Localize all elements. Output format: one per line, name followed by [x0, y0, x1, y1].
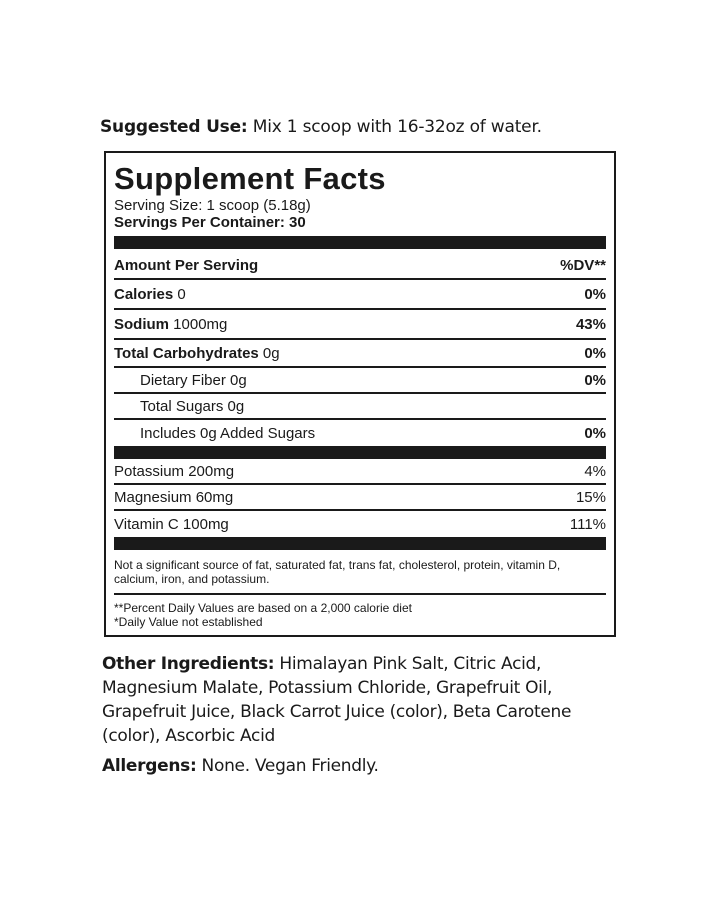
allergens	[102, 756, 379, 776]
mineral-dv: 111%	[569, 515, 606, 533]
nutrient-dv: 0%	[584, 371, 606, 389]
allergens-text: None. Vegan Friendly.	[196, 756, 379, 776]
nutrient-amount: 0g	[258, 344, 280, 362]
amount-header-row	[114, 249, 606, 280]
supplement-facts-panel	[104, 151, 616, 637]
thick-divider	[114, 446, 606, 459]
nutrient-row-carbohydrates	[114, 340, 606, 368]
suggested-use-text: Mix 1 scoop with 16-32oz of water.	[247, 117, 542, 137]
nutrient-row-sugars	[114, 394, 606, 420]
nutrient-amount: 1000mg	[169, 315, 228, 333]
nutrient-name: Total Carbohydrates	[114, 344, 259, 362]
mineral-row-vitamin-c	[114, 511, 606, 537]
nutrient-row-added-sugars	[114, 420, 606, 446]
mineral-row-magnesium	[114, 485, 606, 511]
nutrient-name: Calories	[114, 285, 174, 303]
mineral-name: Potassium 200mg	[114, 462, 235, 480]
nutrient-dv: 43%	[575, 315, 606, 333]
facts-title: Supplement Facts	[114, 161, 386, 196]
suggested-use-label: Suggested Use:	[100, 117, 248, 137]
dv-not-established-footnote: *Daily Value not established	[114, 615, 263, 629]
allergens-label: Allergens:	[102, 756, 197, 776]
servings-per-container: Servings Per Container: 30	[114, 214, 306, 231]
suggested-use	[100, 117, 542, 137]
nutrient-dv: 0%	[584, 285, 606, 303]
thick-divider	[114, 236, 606, 249]
nutrient-row-fiber	[114, 368, 606, 394]
serving-size: Serving Size: 1 scoop (5.18g)	[114, 197, 311, 214]
dv-footnote: **Percent Daily Values are based on a 2,000 calorie diet	[114, 601, 412, 615]
nutrient-row-sodium	[114, 310, 606, 340]
dv-header-label: %DV**	[560, 257, 606, 274]
mineral-name: Magnesium 60mg	[114, 488, 234, 506]
amount-per-serving-label: Amount Per Serving	[114, 257, 259, 274]
mineral-row-potassium	[114, 459, 606, 485]
nutrient-name: Dietary Fiber 0g	[140, 371, 247, 389]
nutrient-name: Includes 0g Added Sugars	[140, 424, 316, 442]
other-ingredients	[102, 652, 602, 748]
other-ingredients-label: Other Ingredients:	[102, 654, 275, 674]
thick-divider	[114, 537, 606, 550]
nutrient-dv: 0%	[584, 424, 606, 442]
nutrient-name: Sodium	[114, 315, 169, 333]
nutrient-dv: 0%	[584, 344, 606, 362]
mineral-name: Vitamin C 100mg	[114, 515, 229, 533]
other-ingredients-text: Himalayan Pink Salt, Citric Acid, Magnesium Malate, Potassium Chloride, Grapefruit Oil, Grapefruit Juice, Black Carrot Juice (color), Beta Carotene (color), Ascorbic Acid	[102, 654, 572, 746]
mineral-dv: 4%	[584, 462, 606, 480]
mineral-dv: 15%	[575, 488, 606, 506]
nutrient-name: Total Sugars 0g	[140, 397, 245, 415]
nutrient-amount: 0	[173, 285, 186, 303]
nutrient-row-calories	[114, 280, 606, 310]
not-significant-note: Not a significant source of fat, saturated fat, trans fat, cholesterol, protein, vitamin D, calcium, iron, and potassium.	[114, 550, 606, 595]
